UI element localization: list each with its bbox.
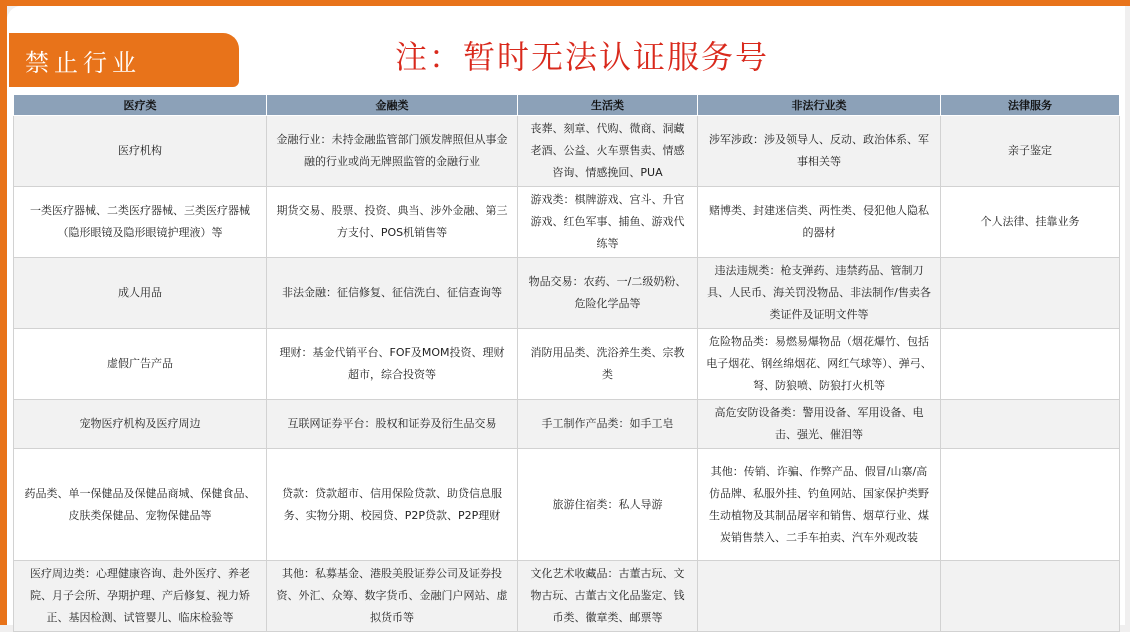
section-tag <box>9 33 239 87</box>
table-cell: 高危安防设备类：警用设备、军用设备、电击、强光、催泪等 <box>698 400 941 449</box>
table-row <box>14 116 1120 187</box>
table-cell: 一类医疗器械、二类医疗器械、三类医疗器械（隐形眼镜及隐形眼镜护理液）等 <box>14 187 267 258</box>
table-cell <box>941 258 1120 329</box>
table-cell: 危险物品类：易燃易爆物品（烟花爆竹、包括电子烟花、钢丝绵烟花、网红气球等）、弹弓、弩、防狼喷、防狼打火机等 <box>698 329 941 400</box>
table-cell: 其他：私募基金、港股美股证券公司及证券投资、外汇、众筹、数字货币、金融门户网站、虚拟货币等 <box>267 561 518 632</box>
table-cell: 涉军涉政：涉及领导人、反动、政治体系、军事相关等 <box>698 116 941 187</box>
table-cell: 消防用品类、洗浴养生类、宗教类 <box>518 329 698 400</box>
table-cell <box>941 449 1120 561</box>
column-header-illegal: 非法行业类 <box>698 95 941 116</box>
column-header-medical: 医疗类 <box>14 95 267 116</box>
table-cell: 亲子鉴定 <box>941 116 1120 187</box>
table-cell: 互联网证券平台：股权和证券及衍生品交易 <box>267 400 518 449</box>
table-cell: 其他：传销、诈骗、作弊产品、假冒/山寨/高仿品牌、私服外挂、钓鱼网站、国家保护类野生动植物及其制品屠宰和销售、烟草行业、煤炭销售禁入、二手车拍卖、汽车外观改装 <box>698 449 941 561</box>
table-cell <box>698 561 941 632</box>
table-cell: 医疗周边类：心理健康咨询、赴外医疗、养老院、月子会所、孕期护理、产后修复、视力矫正、基因检测、试管婴儿、临床检验等 <box>14 561 267 632</box>
prohibited-industries-table <box>13 94 1120 632</box>
column-header-finance: 金融类 <box>267 95 518 116</box>
table-row <box>14 258 1120 329</box>
table-cell: 期货交易、股票、投资、典当、涉外金融、第三方支付、POS机销售等 <box>267 187 518 258</box>
table-row <box>14 187 1120 258</box>
section-tag-label: 禁止行业 <box>25 49 141 77</box>
table-cell: 非法金融：征信修复、征信洗白、征信查询等 <box>267 258 518 329</box>
table-cell: 金融行业：未持金融监管部门颁发牌照但从事金融的行业或尚无牌照监管的金融行业 <box>267 116 518 187</box>
page-note: 注：暂时无法认证服务号 <box>395 38 770 76</box>
table-cell: 文化艺术收藏品：古董古玩、文物古玩、古董古文化品鉴定、钱币类、徽章类、邮票等 <box>518 561 698 632</box>
table-cell <box>941 561 1120 632</box>
table-cell: 丧葬、刻章、代购、微商、洞藏老酒、公益、火车票售卖、情感咨询、情感挽回、PUA <box>518 116 698 187</box>
table-cell: 违法违规类：枪支弹药、违禁药品、管制刀具、人民币、海关罚没物品、非法制作/售卖各类证件及证明文件等 <box>698 258 941 329</box>
table-cell <box>941 400 1120 449</box>
table-row <box>14 329 1120 400</box>
table-cell: 贷款：贷款超市、信用保险贷款、助贷信息服务、实物分期、校园贷、P2P贷款、P2P理财 <box>267 449 518 561</box>
table-cell: 游戏类：棋牌游戏、宫斗、升官游戏、红色军事、捕鱼、游戏代练等 <box>518 187 698 258</box>
table-cell <box>941 329 1120 400</box>
table-row <box>14 561 1120 632</box>
table-row <box>14 449 1120 561</box>
table-cell: 虚假广告产品 <box>14 329 267 400</box>
table-header-row <box>14 95 1120 116</box>
column-header-legal: 法律服务 <box>941 95 1120 116</box>
table-cell: 药品类、单一保健品及保健品商城、保健食品、皮肤类保健品、宠物保健品等 <box>14 449 267 561</box>
table-cell: 成人用品 <box>14 258 267 329</box>
table-cell: 物品交易：农药、一/二级奶粉、危险化学品等 <box>518 258 698 329</box>
table-cell: 手工制作产品类：如手工皂 <box>518 400 698 449</box>
column-header-life: 生活类 <box>518 95 698 116</box>
table-cell: 个人法律、挂靠业务 <box>941 187 1120 258</box>
table-cell: 宠物医疗机构及医疗周边 <box>14 400 267 449</box>
table-cell: 医疗机构 <box>14 116 267 187</box>
table-cell: 理财：基金代销平台、FOF及MOM投资、理财超市，综合投资等 <box>267 329 518 400</box>
left-orange-border <box>0 0 7 625</box>
table-row <box>14 400 1120 449</box>
table-cell: 旅游住宿类：私人导游 <box>518 449 698 561</box>
table-cell: 赌博类、封建迷信类、两性类、侵犯他人隐私的器材 <box>698 187 941 258</box>
